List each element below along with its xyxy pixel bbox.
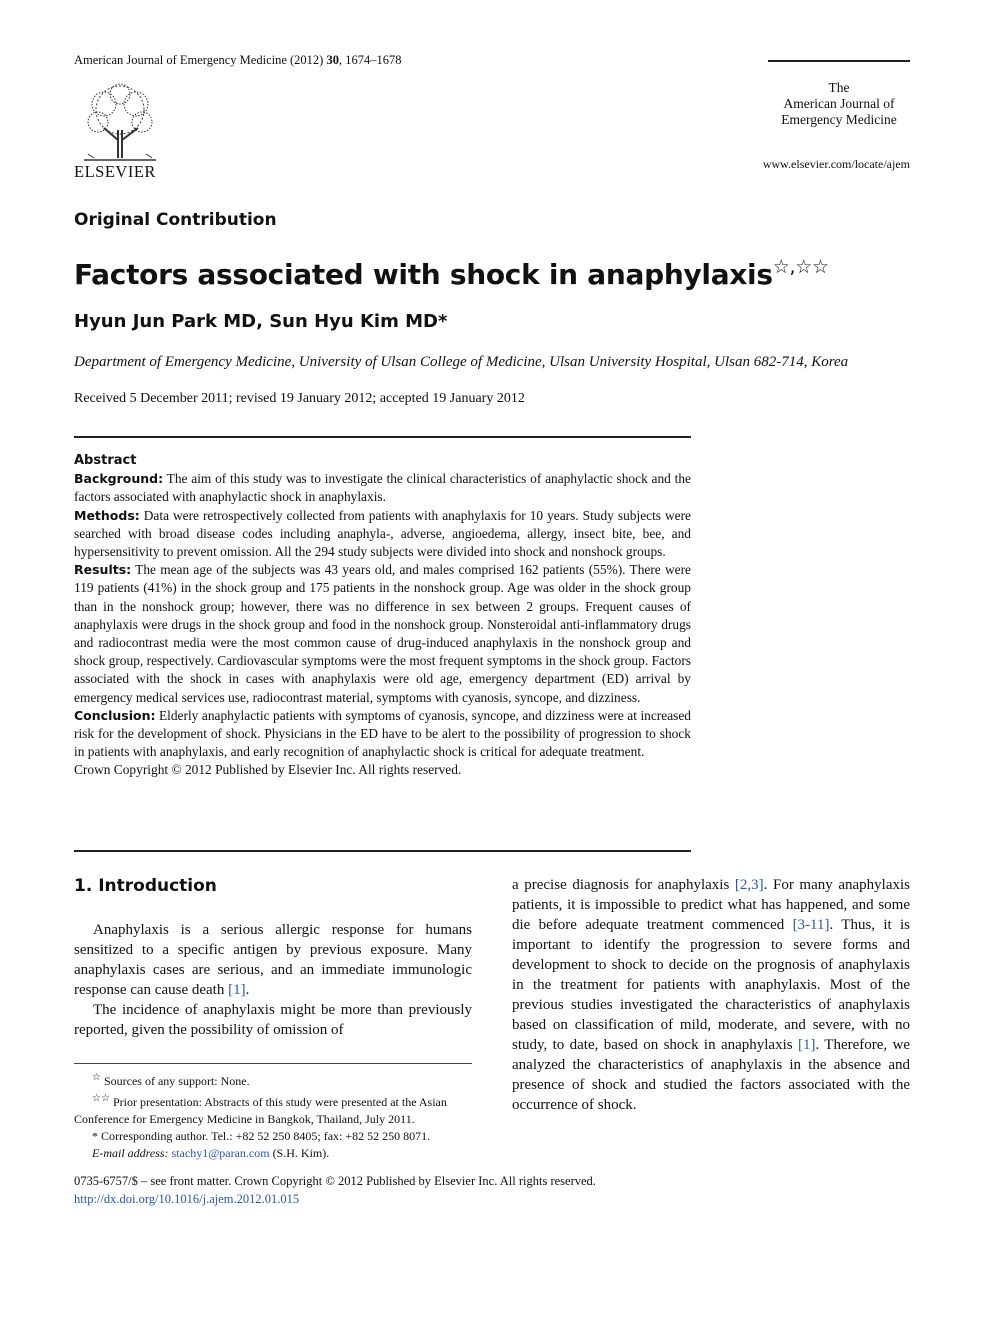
- journal-logo-line: The: [828, 80, 850, 95]
- journal-logo: [768, 80, 910, 128]
- citation-link[interactable]: [1]: [228, 982, 246, 998]
- abstract-copyright: Crown Copyright © 2012 Published by Elsevier Inc. All rights reserved.: [74, 762, 462, 778]
- citation-link[interactable]: [2,3]: [734, 877, 764, 893]
- introduction-heading: 1. Introduction: [74, 876, 217, 896]
- abstract-results: Results: The mean age of the subjects was 43 years old, and males comprised 162 patients (55%). There were 119 patients (41%) in the shock group and 175 patients in the nonshock group. Age was older in the shock group than in the nonshock group; however, there was no difference in sex between 2 groups. Frequent causes of anaphylaxis were drugs in the shock group and food in the nonshock group. Nonsteroidal anti-inflammatory drugs and radiocontrast media were the most common cause of drug-induced anaphylaxis in the nonshock group and shock group, respectively. Cardiovascular symptoms were the most frequent symptoms in the shock group. Factors associated with the shock in cases with anaphylaxis were old age, emergency department (ED) arrival by emergency medical services use, radiocontrast material, symptoms with cyanosis, syncope, and dizziness.: [74, 562, 691, 705]
- intro-paragraph: a precise diagnosis for anaphylaxis [2,3]. For many anaphylaxis patients, it is impossible to predict what has happened, and some die before adequate treatment commenced [3-11]. Thus, it is important to identify the progression to severe forms and development to shock to decide on the prognosis of anaphylaxis in the treatment for patients with anaphylaxis. Most of the previous studies investigated the characteristics of anaphylaxis based on classification of mild, moderate, and severe, with no study, to date, based on shock in anaphylaxis [1]. Therefore, we analyzed the characteristics of anaphylaxis in the absence and presence of shock and studied the factors associated with the occurrence of shock.: [512, 877, 910, 1113]
- right-column: [512, 875, 910, 1115]
- abstract-conclusion: Conclusion: Elderly anaphylactic patients with symptoms of cyanosis, syncope, and dizziness were at increased risk for the development of shock. Physicians in the ED have to be alert to the possibility of progression to shock in patients with anaphylaxis, and early recognition of anaphylactic shock is critical for adequate treatment.: [74, 707, 691, 760]
- footnote-rule: [74, 1063, 472, 1064]
- title-footnote-marks[interactable]: ☆,☆☆: [772, 256, 829, 278]
- abstract-bottom-rule: [74, 850, 691, 852]
- author-list: Hyun Jun Park MD, Sun Hyu Kim MD*: [74, 311, 448, 332]
- email-link[interactable]: stachy1@paran.com: [171, 1146, 270, 1160]
- abstract-background: Background: The aim of this study was to investigate the clinical characteristics of anaphylactic shock and the factors associated with anaphylactic shock in anaphylaxis.: [74, 471, 691, 505]
- affiliation: Department of Emergency Medicine, University of Ulsan College of Medicine, Ulsan University Hospital, Ulsan 682-714, Korea: [74, 354, 849, 370]
- journal-logo-line: American Journal of: [783, 96, 895, 111]
- abstract: [74, 452, 691, 780]
- journal-url[interactable]: www.elsevier.com/locate/ajem: [762, 157, 910, 171]
- footnote: ☆ Sources of any support: None.: [92, 1072, 250, 1088]
- front-matter-line: 0735-6757/$ – see front matter. Crown Copyright © 2012 Published by Elsevier Inc. All rights reserved.: [74, 1174, 596, 1188]
- journal-citation: American Journal of Emergency Medicine (2012) 30, 1674–1678: [74, 53, 402, 67]
- front-matter: [74, 1172, 596, 1208]
- citation-link[interactable]: [1]: [797, 1037, 816, 1053]
- abstract-heading: Abstract: [74, 453, 137, 468]
- footnote: * Corresponding author. Tel.: +82 52 250 8405; fax: +82 52 250 8071.: [92, 1129, 431, 1143]
- article-dates: Received 5 December 2011; revised 19 January 2012; accepted 19 January 2012: [74, 391, 525, 406]
- footnotes: [74, 1069, 472, 1162]
- abstract-top-rule: [74, 436, 691, 438]
- intro-paragraph: Anaphylaxis is a serious allergic response for humans sensitized to a specific antigen by previous exposure. Many anaphylaxis cases are serious, and an immediate immunologic response can cause death [1].: [74, 922, 472, 998]
- citation-link[interactable]: [3-11]: [792, 917, 830, 933]
- intro-paragraph: The incidence of anaphylaxis might be more than previously reported, given the possibility of omission of: [74, 1002, 472, 1038]
- section-label: Original Contribution: [74, 210, 277, 230]
- left-column: [74, 920, 472, 1040]
- abstract-methods: Methods: Data were retrospectively collected from patients with anaphylaxis for 10 years. Study subjects were searched with broad disease codes including anaphyla-, adverse, angioedema, allergy, insect bite, bee, and hypersensitivity to prevent omission. All the 294 study subjects were divided into shock and nonshock groups.: [74, 507, 691, 560]
- header-rule: [768, 60, 910, 62]
- journal-logo-line: Emergency Medicine: [781, 112, 897, 127]
- article-title: Factors associated with shock in anaphylaxis☆,☆☆: [74, 256, 829, 291]
- footnote: ☆☆ Prior presentation: Abstracts of this study were presented at the Asian Conference for Emergency Medicine in Bangkok, Thailand, July 2011.: [74, 1093, 447, 1126]
- publisher-name: ELSEVIER: [74, 162, 156, 181]
- doi-link[interactable]: http://dx.doi.org/10.1016/j.ajem.2012.01.015: [74, 1192, 300, 1206]
- footnote: E-mail address: stachy1@paran.com (S.H. Kim).: [92, 1146, 330, 1160]
